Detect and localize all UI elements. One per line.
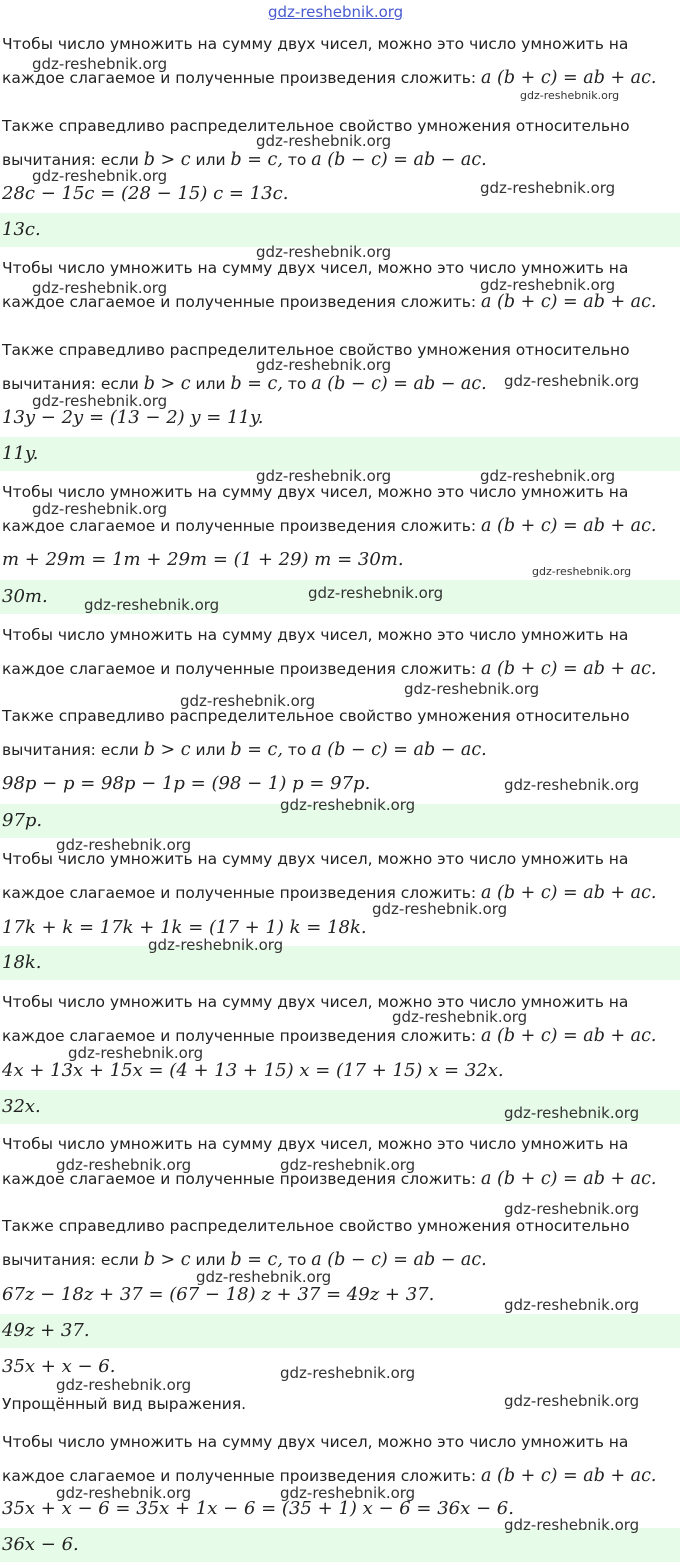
watermark: gdz-reshebnik.org <box>504 1104 640 1122</box>
watermark: gdz-reshebnik.org <box>504 776 640 794</box>
work-line: 67z − 18z + 37 = (67 − 18) z + 37 = 49z + 37. <box>2 1284 435 1305</box>
diff-rule-line-1: Также справедливо распределительное свойство умножения относительно <box>2 117 630 135</box>
answer-band <box>0 946 680 980</box>
watermark: gdz-reshebnik.org <box>280 1156 416 1174</box>
work-line: 4x + 13x + 15x = (4 + 13 + 15) x = (17 + 15) x = 32x. <box>2 1060 504 1081</box>
watermark: gdz-reshebnik.org <box>504 1200 640 1218</box>
sum-rule-line-1: Чтобы число умножить на сумму двух чисел, можно это число умножить на <box>2 850 629 868</box>
diff-rule-line-2: вычитания: если b > c или b = c, то a (b − c) = ab − ac. <box>2 740 487 760</box>
watermark: gdz-reshebnik.org <box>504 1392 640 1410</box>
simplified-note: Упрощённый вид выражения. <box>2 1395 247 1413</box>
watermark: gdz-reshebnik.org <box>372 900 508 918</box>
watermark: gdz-reshebnik.org <box>308 584 444 602</box>
watermark: gdz-reshebnik.org <box>256 467 392 485</box>
work-line: 13y − 2y = (13 − 2) y = 11y. <box>2 407 264 428</box>
sum-rule-line-2: каждое слагаемое и полученные произведения сложить: a (b + c) = ab + ac. <box>2 1169 657 1189</box>
answer: 36x − 6. <box>2 1534 79 1555</box>
watermark: gdz-reshebnik.org <box>520 89 620 102</box>
watermark: gdz-reshebnik.org <box>392 1008 528 1026</box>
answer: 11y. <box>2 443 39 464</box>
diff-rule-line-2: вычитания: если b > c или b = c, то a (b − c) = ab − ac. <box>2 374 487 394</box>
diff-rule-line-1: Также справедливо распределительное свойство умножения относительно <box>2 341 630 359</box>
work-line: 28c − 15c = (28 − 15) c = 13c. <box>2 183 289 204</box>
watermark: gdz-reshebnik.org <box>148 936 284 954</box>
watermark: gdz-reshebnik.org <box>256 132 392 150</box>
work-line: 17k + k = 17k + 1k = (17 + 1) k = 18k. <box>2 917 367 938</box>
watermark: gdz-reshebnik.org <box>56 836 192 854</box>
answer-band <box>0 213 680 247</box>
sum-rule-line-2: каждое слагаемое и полученные произведения сложить: a (b + c) = ab + ac. <box>2 516 657 536</box>
site-watermark-link[interactable]: gdz-reshebnik.org <box>268 3 404 21</box>
work-line: m + 29m = 1m + 29m = (1 + 29) m = 30m. <box>2 549 404 570</box>
sum-rule-line-1: Чтобы число умножить на сумму двух чисел, можно это число умножить на <box>2 259 629 277</box>
watermark: gdz-reshebnik.org <box>280 1364 416 1382</box>
watermark: gdz-reshebnik.org <box>68 1044 204 1062</box>
watermark: gdz-reshebnik.org <box>32 55 168 73</box>
watermark: gdz-reshebnik.org <box>504 1296 640 1314</box>
answer-band <box>0 1314 680 1348</box>
sum-rule-line-2: каждое слагаемое и полученные произведения сложить: a (b + c) = ab + ac. <box>2 883 657 903</box>
sum-rule-line-2: каждое слагаемое и полученные произведения сложить: a (b + c) = ab + ac. <box>2 1026 657 1046</box>
answer: 32x. <box>2 1096 41 1117</box>
watermark: gdz-reshebnik.org <box>32 392 168 410</box>
answer: 13c. <box>2 219 41 240</box>
answer: 97p. <box>2 810 43 831</box>
watermark: gdz-reshebnik.org <box>480 179 616 197</box>
sum-rule-line-1: Чтобы число умножить на сумму двух чисел, можно это число умножить на <box>2 35 629 53</box>
sum-rule-line-2: каждое слагаемое и полученные произведения сложить: a (b + c) = ab + ac. <box>2 1466 657 1486</box>
watermark: gdz-reshebnik.org <box>256 356 392 374</box>
sum-rule-line-1: Чтобы число умножить на сумму двух чисел, можно это число умножить на <box>2 626 629 644</box>
diff-rule-line-1: Также справедливо распределительное свойство умножения относительно <box>2 1217 630 1235</box>
watermark: gdz-reshebnik.org <box>504 1516 640 1534</box>
answer-band <box>0 437 680 471</box>
answer: 18k. <box>2 952 42 973</box>
watermark: gdz-reshebnik.org <box>280 796 416 814</box>
sum-rule-line-2: каждое слагаемое и полученные произведения сложить: a (b + c) = ab + ac. <box>2 659 657 679</box>
watermark: gdz-reshebnik.org <box>480 467 616 485</box>
work-line: 98p − p = 98p − 1p = (98 − 1) p = 97p. <box>2 773 371 794</box>
watermark: gdz-reshebnik.org <box>32 167 168 185</box>
sum-rule-formula: a (b + c) = ab + ac. <box>481 68 657 88</box>
sum-rule-line-2: каждое слагаемое и полученные произведения сложить: a (b + c) = ab + ac. <box>2 68 657 88</box>
diff-rule-line-1: Также справедливо распределительное свойство умножения относительно <box>2 707 630 725</box>
watermark: gdz-reshebnik.org <box>280 1484 416 1502</box>
watermark: gdz-reshebnik.org <box>32 500 168 518</box>
watermark: gdz-reshebnik.org <box>504 372 640 390</box>
watermark: gdz-reshebnik.org <box>56 1484 192 1502</box>
watermark: gdz-reshebnik.org <box>196 1268 332 1286</box>
expression-line: 35x + x − 6. <box>2 1356 116 1377</box>
work-line: 35x + x − 6 = 35x + 1x − 6 = (35 + 1) x − 6 = 36x − 6. <box>2 1498 514 1519</box>
watermark: gdz-reshebnik.org <box>404 680 540 698</box>
watermark: gdz-reshebnik.org <box>256 243 392 261</box>
sum-rule-line-1: Чтобы число умножить на сумму двух чисел, можно это число умножить на <box>2 1135 629 1153</box>
answer: 49z + 37. <box>2 1320 90 1341</box>
watermark: gdz-reshebnik.org <box>480 276 616 294</box>
sum-rule-line-2: каждое слагаемое и полученные произведения сложить: a (b + c) = ab + ac. <box>2 292 657 312</box>
watermark: gdz-reshebnik.org <box>532 565 632 578</box>
sum-rule-line-1: Чтобы число умножить на сумму двух чисел, можно это число умножить на <box>2 993 629 1011</box>
diff-rule-line-2: вычитания: если b > c или b = c, то a (b − c) = ab − ac. <box>2 150 487 170</box>
watermark: gdz-reshebnik.org <box>32 279 168 297</box>
watermark: gdz-reshebnik.org <box>56 1376 192 1394</box>
sum-rule-line-1: Чтобы число умножить на сумму двух чисел, можно это число умножить на <box>2 483 629 501</box>
watermark: gdz-reshebnik.org <box>84 596 220 614</box>
sum-rule-line-1: Чтобы число умножить на сумму двух чисел, можно это число умножить на <box>2 1433 629 1451</box>
watermark: gdz-reshebnik.org <box>56 1156 192 1174</box>
answer: 30m. <box>2 586 48 607</box>
watermark: gdz-reshebnik.org <box>180 692 316 710</box>
diff-rule-line-2: вычитания: если b > c или b = c, то a (b − c) = ab − ac. <box>2 1250 487 1270</box>
